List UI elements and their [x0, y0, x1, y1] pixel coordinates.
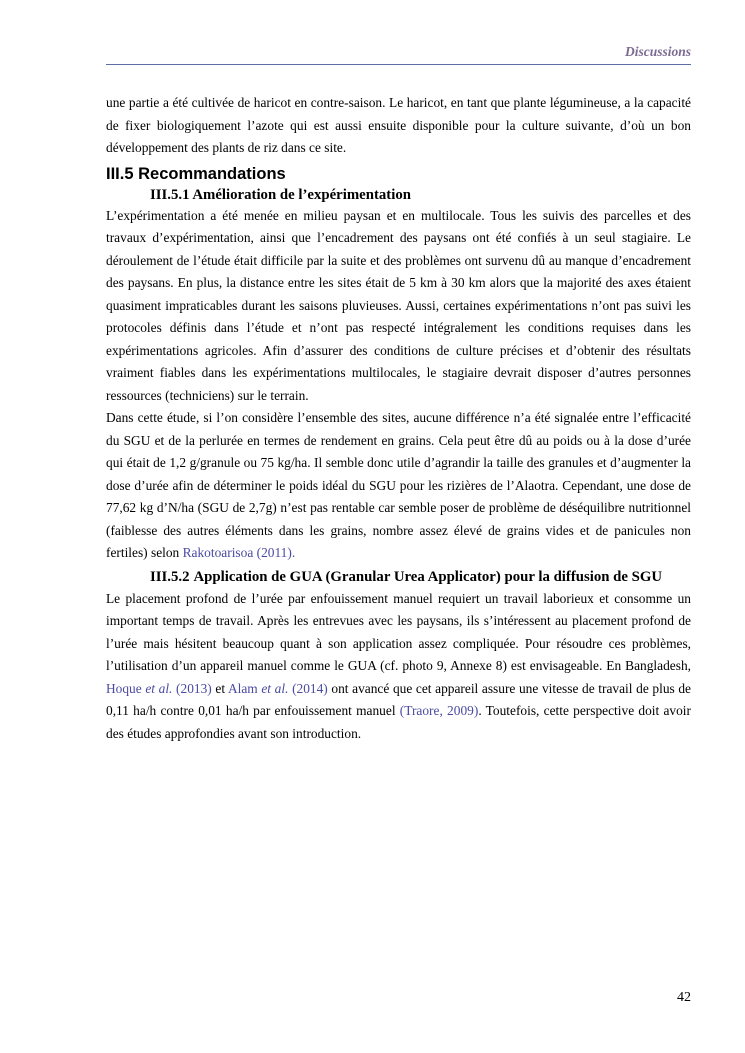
citation-hoque-etal: et al.	[145, 680, 173, 696]
citation-hoque-year: (2013)	[176, 680, 212, 696]
subsection-2-title: Application de GUA (Granular Urea Applicator) pour la diffusion de SGU	[193, 568, 663, 585]
citation-alam-year: (2014)	[292, 680, 328, 696]
subsection-1-paragraph-2	[106, 407, 691, 565]
citation-alam	[228, 681, 328, 696]
subsection-2-number: III.5.2	[150, 568, 190, 585]
subsection-2-paragraph	[106, 588, 691, 746]
paragraph-2-text: Dans cette étude, si l’on considère l’ensemble des sites, aucune différence n’a été signalée entre l’efficacité du SGU et de la perlurée en termes de rendement en grains. Cela peut être dû au poids ou à la dose d’urée qui était de 1,2 g/granule ou 75 kg/ha. Il semble donc utile d’agrandir la taille des granules et d’augmenter la dose d’urée afin de déterminer le poids idéal du SGU pour les rizières de l’Alaotra. Cependant, une dose de 77,62 kg d’N/ha (SGU de 2,7g) n’est pas rentable car semble poser de problème de déséquilibre nutritionnel (faiblesse des autres éléments dans les grains, nombre assez élevé de grains vides et de panicules non fertiles) selon	[106, 410, 691, 560]
conjunction-et: et	[215, 680, 226, 696]
header-title: Discussions	[624, 44, 691, 59]
citation-hoque-author: Hoque	[106, 680, 142, 696]
subsection-1-title: III.5.1 Amélioration de l’expérimentation	[150, 186, 411, 203]
subsection-2-text-c: . Toutefois, cette perspective doit avoir des études approfondies avant son introduction.	[106, 703, 691, 741]
subsection-1-paragraph-1: L’expérimentation a été menée en milieu paysan et en multilocale. Tous les suivis des parcelles et des travaux d’expérimentation, ainsi que l’encadrement des paysans ont été confiés à un seul stagiaire. Le déroulement de l’étude était difficile par la suite et des problèmes ont survenu dû au manque d’encadrement des paysans. En plus, la distance entre les sites était de 5 km à 30 km alors que la majorité des axes étaient quasiment impraticables durant les saisons pluvieuses. Aussi, certaines expérimentations n’ont pas suivi les protocoles définis dans l’étude et n’ont pas respecté intégralement les conditions requises dans les expérimentations agricoles. Afin d’assurer des conditions de culture précises et d’obtenir des résultats vraiment fiables dans les expérimentations multilocales, le stagiaire devrait disposer d’autres personnes ressources (techniciens) sur le terrain.	[106, 207, 691, 403]
page-number: 42	[677, 990, 691, 1005]
subsection-2-heading	[150, 567, 691, 588]
subsection-2-text-b: ont avancé que cet appareil assure une vitesse de travail de plus de 0,11 ha/h contre 0,01 ha/h par enfouissement manuel	[106, 680, 691, 718]
citation-hoque	[106, 681, 212, 696]
citation-traore: (Traore, 2009)	[399, 703, 479, 718]
subsection-2-text-a: Le placement profond de l’urée par enfouissement manuel requiert un travail laborieux et consomme un important temps de travail. Après les entrevues avec les paysans, ils s’intéressent au placement profond de l’urée mais hésitent beaucoup quant à son application assez compliquée. Pour résoudre ces problèmes, l’utilisation d’un appareil manuel comme le GUA (cf. photo 9, Annexe 8) est envisageable. En Bangladesh,	[106, 590, 691, 673]
page-header	[106, 44, 691, 65]
citation-alam-etal: et al.	[261, 680, 289, 696]
page-content	[106, 92, 691, 745]
citation-rakotoarisoa: Rakotoarisoa (2011).	[182, 545, 296, 560]
intro-paragraph: une partie a été cultivée de haricot en contre-saison. Le haricot, en tant que plante légumineuse, a la capacité de fixer biologiquement l’azote qui est aussi ensuite disponible pour la culture suivante, d’où un bon développement des plants de riz dans ce site.	[106, 95, 691, 155]
citation-alam-author: Alam	[227, 680, 258, 696]
section-title: III.5 Recommandations	[106, 164, 286, 183]
